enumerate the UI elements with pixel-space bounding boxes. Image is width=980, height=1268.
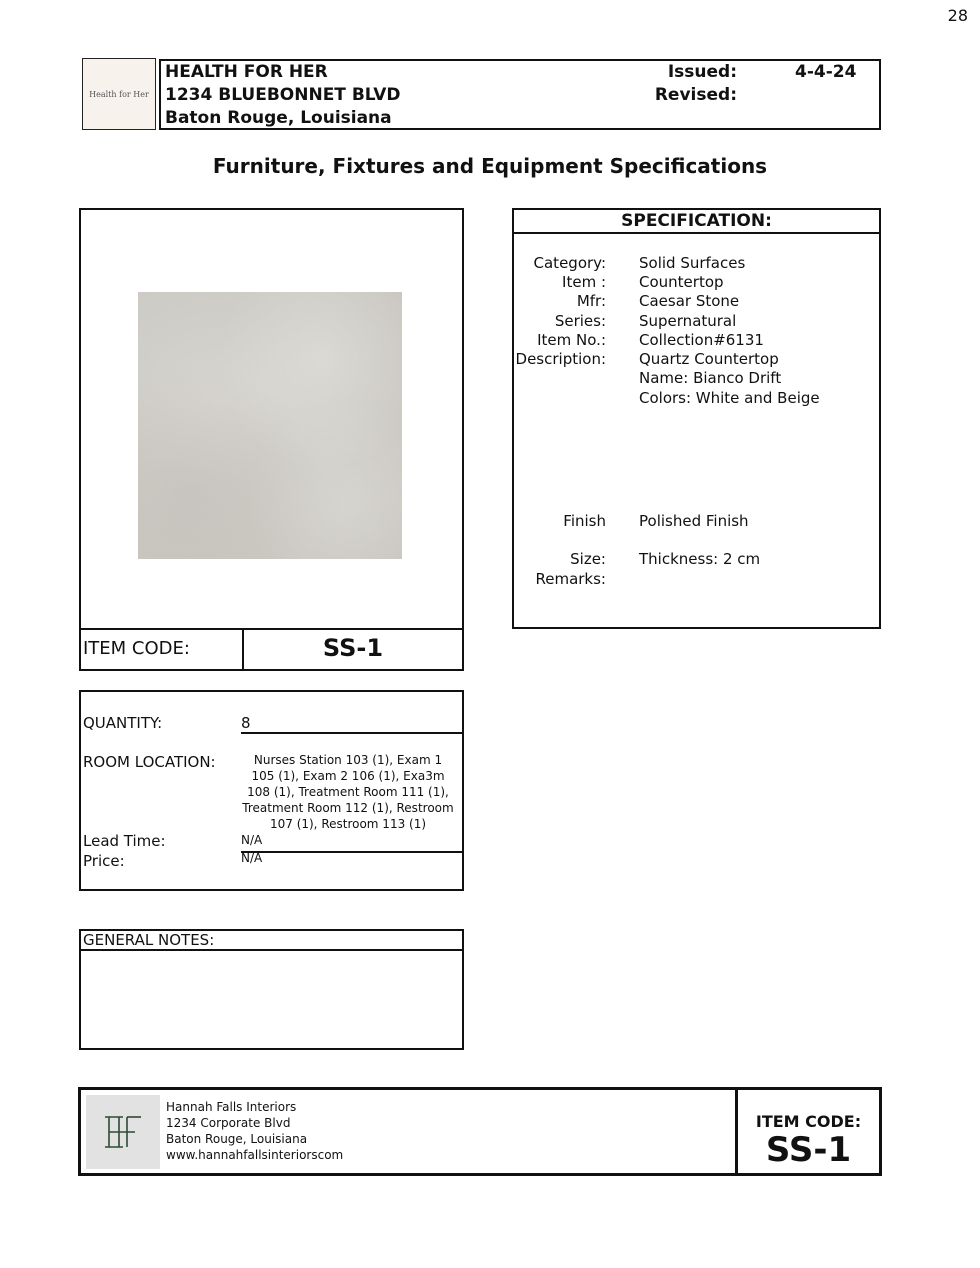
item-no-value: Collection#6131 [639,331,764,349]
product-image-panel [79,208,464,671]
room-location-label: ROOM LOCATION: [83,753,216,771]
remarks-label: Remarks: [535,570,606,588]
client-logo-text: Health for Her [89,89,149,99]
description-value-line-2: Name: Bianco Drift [639,369,782,387]
price-value: N/A [241,851,263,865]
issued-date: 4-4-24 [795,62,857,82]
description-value-line-3: Colors: White and Beige [639,389,820,407]
size-label: Size: [570,550,606,568]
footer-item-code-label: ITEM CODE: [755,1112,862,1131]
description-label: Description: [515,350,606,368]
finish-value: Polished Finish [639,512,749,530]
designer-website: www.hannahfallsinteriorscom [166,1148,344,1162]
hannah-falls-logo [86,1095,160,1169]
mfr-value: Caesar Stone [639,292,740,310]
order-details-panel [79,690,464,891]
issue-labels [655,61,737,107]
item-code-label: ITEM CODE: [83,638,190,659]
project-name: HEALTH FOR HER [165,62,328,82]
designer-contact [166,1099,343,1163]
revised-label: Revised: [654,85,737,105]
specification-title: SPECIFICATION: [514,210,879,234]
issued-label: Issued: [667,62,737,82]
series-value: Supernatural [639,312,737,330]
page-title: Furniture, Fixtures and Equipment Specifications [212,154,768,178]
item-code-row [81,628,462,669]
item-label: Item : [562,273,606,291]
project-header [159,59,881,130]
description-value-line-1: Quartz Countertop [639,350,779,368]
project-city: Baton Rouge, Louisiana [165,108,392,128]
specification-panel [512,208,881,629]
price-label: Price: [83,852,125,870]
lead-time-underline [241,851,462,853]
designer-company: Hannah Falls Interiors [166,1100,297,1114]
size-value: Thickness: 2 cm [639,550,761,568]
project-address: 1234 BLUEBONNET BLVD [165,85,401,105]
footer-title-block [78,1087,882,1176]
countertop-sample-image [138,292,402,559]
footer-item-code-value: SS-1 [765,1130,852,1170]
finish-label: Finish [563,512,606,530]
client-logo [82,58,156,130]
item-no-label: Item No.: [537,331,606,349]
general-notes-label: GENERAL NOTES: [81,931,462,951]
category-value: Solid Surfaces [639,254,746,272]
series-label: Series: [554,312,606,330]
mfr-label: Mfr: [576,292,606,310]
page-number: 28 [947,6,968,25]
quantity-value: 8 [241,714,251,732]
lead-time-label: Lead Time: [83,832,166,850]
room-location-value: Nurses Station 103 (1), Exam 1 105 (1), Exam 2 106 (1), Exa3m 108 (1), Treatment Room 111 (1), Treatment Room 112 (1), Restroom 107 (1), Restroom 113 (1) [242,753,454,831]
quantity-label: QUANTITY: [83,714,163,732]
item-code-value: SS-1 [322,634,384,662]
hf-monogram-icon [95,1109,151,1155]
quantity-underline [241,732,462,734]
designer-street: 1234 Corporate Blvd [166,1116,291,1130]
designer-city: Baton Rouge, Louisiana [166,1132,308,1146]
category-label: Category: [533,254,606,272]
item-value: Countertop [639,273,724,291]
lead-time-value: N/A [241,833,263,847]
general-notes-panel [79,929,464,1050]
